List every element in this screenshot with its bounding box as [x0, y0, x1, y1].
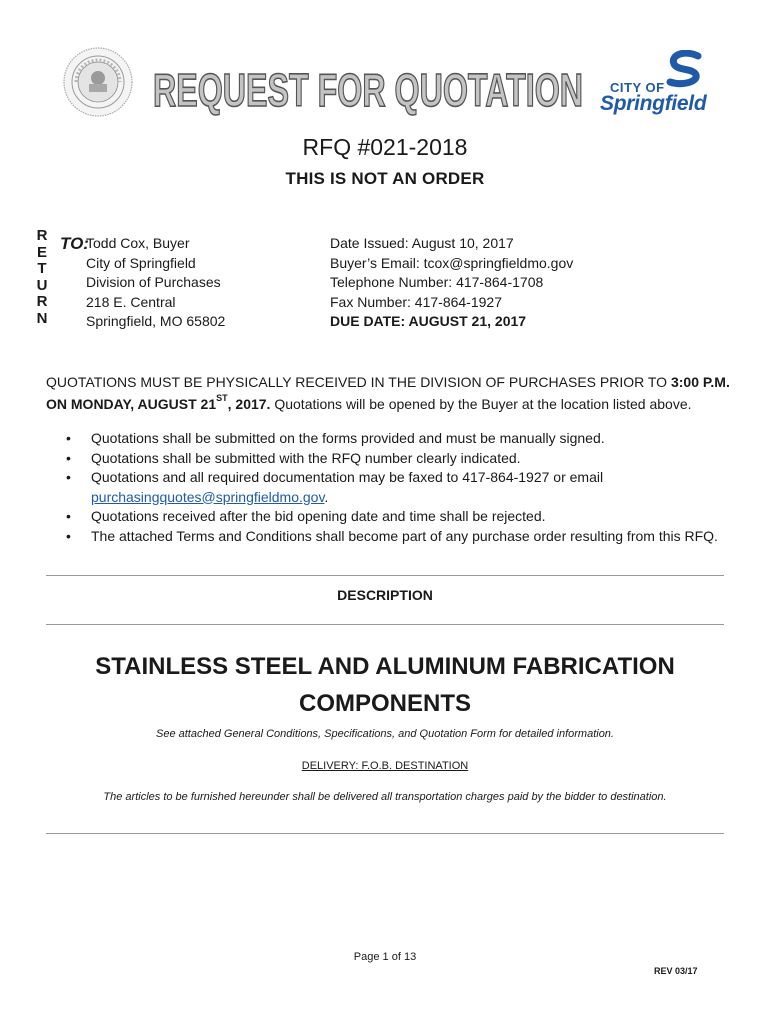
logo-city-name: Springfield [600, 92, 707, 115]
deadline-suffix: ST [216, 393, 228, 403]
logo-city-of: CITY OF [610, 80, 665, 95]
list-item: • Quotations shall be submitted on the forms provided and must be manually signed. [66, 429, 746, 449]
deadline-year: , 2017. [227, 396, 271, 412]
return-address [86, 234, 225, 332]
address-line: 218 E. Central [86, 293, 176, 310]
list-item: • The attached Terms and Conditions shall become part of any purchase order resulting from this RFQ. [66, 527, 746, 547]
telephone-number: Telephone Number: 417-864-1708 [330, 274, 544, 290]
list-item [66, 468, 746, 507]
description-heading: DESCRIPTION [337, 587, 433, 603]
list-item-end: . [324, 488, 329, 505]
articles-note: The articles to be furnished hereunder shall be delivered all transportation charges paid by the bidder to destination. [103, 791, 667, 803]
see-attached-note: See attached General Conditions, Specifications, and Quotation Form for detailed information. [156, 728, 614, 740]
address-line: City of Springfield [86, 254, 196, 271]
deadline-time: 3:00 P.M. ON MONDAY, AUGUST 21 [46, 374, 730, 412]
due-date: DUE DATE: AUGUST 21, 2017 [330, 313, 527, 329]
address-line: Springfield, MO 65802 [86, 313, 226, 329]
instructions-text: QUOTATIONS MUST BE PHYSICALLY RECEIVED IN THE DIVISION OF PURCHASES PRIOR TO [46, 374, 671, 390]
city-of-springfield-logo [598, 50, 716, 114]
delivery-terms: DELIVERY: F.O.B. DESTINATION [301, 760, 469, 772]
page-number: Page 1 of 13 [353, 951, 417, 963]
request-for-quotation-banner [148, 60, 588, 118]
buyer-email: Buyer’s Email: tcox@springfieldmo.gov [330, 254, 574, 271]
divider [46, 575, 724, 576]
contact-info [330, 234, 573, 332]
list-item: • Quotations shall be submitted with the RFQ number clearly indicated. [66, 449, 746, 469]
return-letter: N [36, 309, 48, 327]
not-an-order-notice: THIS IS NOT AN ORDER [285, 169, 485, 188]
list-item: • Quotations received after the bid opening date and time shall be rejected. [66, 507, 746, 527]
to-label: TO: [60, 234, 89, 253]
fax-number: Fax Number: 417-864-1927 [330, 293, 502, 310]
address-line: Division of Purchases [86, 274, 221, 290]
return-vertical-label [34, 228, 50, 327]
instructions-text-2: Quotations will be opened by the Buyer at the location listed above. [270, 396, 692, 412]
revision-label: REV 03/17 [654, 966, 698, 976]
return-letter: U [36, 276, 48, 294]
return-letter: R [36, 227, 48, 244]
address-line: Todd Cox, Buyer [86, 235, 190, 251]
list-item-text: Quotations and all required documentation may be faxed to 417-864-1927 or email [91, 469, 604, 485]
springfield-s-icon [664, 50, 708, 90]
rfq-number: RFQ #021-2018 [302, 134, 468, 160]
submission-instructions [46, 371, 736, 415]
requirements-list [66, 429, 746, 546]
divider [46, 833, 724, 834]
return-letter: T [37, 260, 47, 277]
return-letter: R [36, 293, 48, 310]
date-issued: Date Issued: August 10, 2017 [330, 235, 514, 251]
return-letter: E [36, 243, 47, 261]
item-title: STAINLESS STEEL AND ALUMINUM FABRICATION COMPONENTS [95, 653, 675, 717]
city-seal-logo [62, 46, 134, 118]
banner-title: REQUEST FOR QUOTATION [153, 64, 583, 116]
divider [46, 624, 724, 625]
purchasing-email-link[interactable]: purchasingquotes@springfieldmo.gov [91, 488, 325, 505]
